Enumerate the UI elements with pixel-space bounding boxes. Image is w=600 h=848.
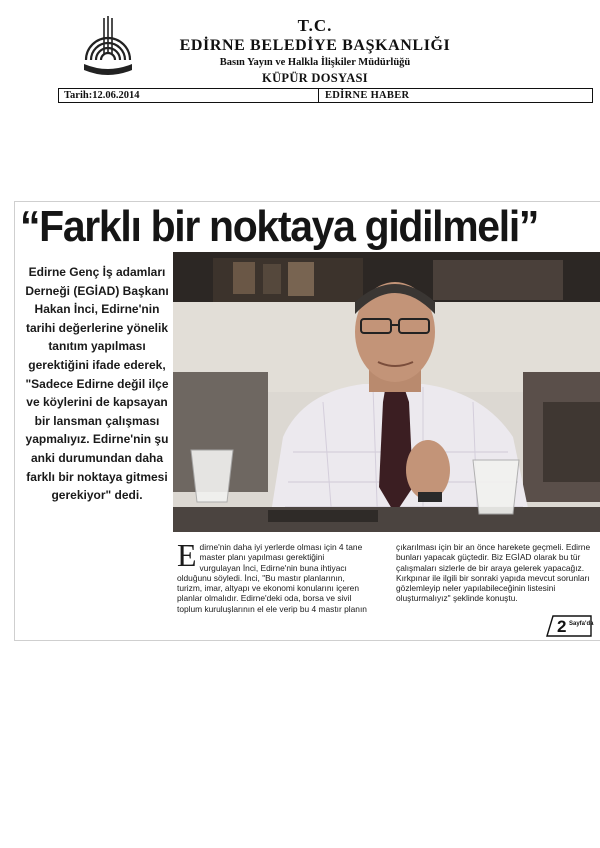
page-badge-number: 2 bbox=[557, 617, 567, 636]
article-body-text-1: dirne'nin daha iyi yerlerde olması için 4 tane master planı yapılması gerektiğini vurgulayan İnci, Edirne'nin buna ihtiyacı olduğunu söyledi. İnci, "Bu mastır planlarının, turizm, imar, altyapı ve ekonomi konularını içeren planlar olmalıdır. Edirne'deki oda, borsa ve sivil toplum kuruluşlarının el ele verip bu 4 mastır planın bbox=[177, 542, 367, 614]
header-dossier: KÜPÜR DOSYASI bbox=[262, 71, 368, 85]
clipping-date: Tarih:12.06.2014 bbox=[59, 89, 319, 102]
article-dropcap: E bbox=[177, 537, 197, 573]
article-headline: “Farklı bir noktaya gidilmeli” bbox=[20, 202, 539, 251]
article-body-text-2: çıkarılması için bir an önce harekete geçmeli. Edirne bunları yapacak güçtedir. Biz EGİAD olarak bu tür çalışmaları sizlerle de bir araya gelerek yapacağız. Kırkpınar ile ilgili bir sonraki yapıda mevcut sorunları gözlemleyip neler yapılabileceğinin listesini oluşturmalıyız" şeklinde konuştu. bbox=[396, 542, 591, 604]
page-badge-word: Sayfa'da bbox=[569, 621, 594, 627]
header-department: Basın Yayın ve Halkla İlişkiler Müdürlüğü bbox=[219, 57, 411, 68]
header-organization: EDİRNE BELEDİYE BAŞKANLIĞI bbox=[179, 37, 451, 54]
clipping-frame-bottom bbox=[14, 640, 600, 641]
publication-name: EDİRNE HABER bbox=[325, 90, 410, 101]
article-lead: Edirne Genç İş adamları Derneği (EGİAD) Başkanı Hakan İnci, Edirne'nin tarihi değerlerine yönelik tanıtım yapılması gerektiğini ifade ederek, "Sadece Edirne değil ilçe ve köylerini de kapsayan bir lansman çalışması yapmalıyız. Edirne'nin şu anki durumundan daha farklı bir noktaya gitmesi gerekiyor" dedi. bbox=[25, 265, 169, 503]
municipality-logo-icon bbox=[80, 14, 136, 80]
article-body-column-1 bbox=[177, 537, 367, 614]
header-republic: T.C. bbox=[297, 16, 333, 35]
article-photo bbox=[173, 252, 600, 532]
header-info-bar bbox=[58, 88, 593, 103]
clipping-frame-left bbox=[14, 201, 15, 641]
page-reference-badge bbox=[545, 612, 595, 638]
article-body-column-2 bbox=[396, 542, 594, 604]
